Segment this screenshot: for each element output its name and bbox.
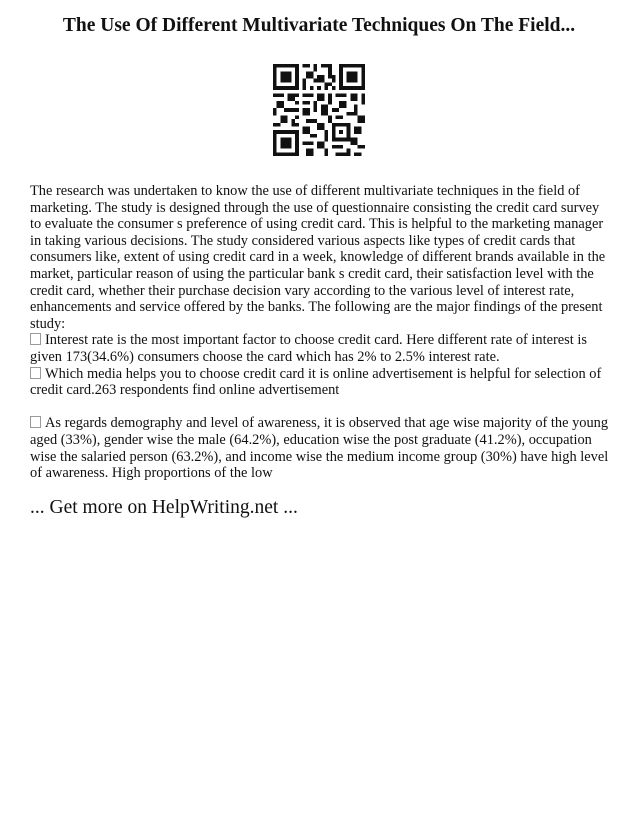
finding-item <box>30 415 614 481</box>
finding-text: Interest rate is the most important factor to choose credit card. Here different rate of interest is given 173(34.6%) consumers choose the card which has 2% to 2.5% interest rate. <box>30 332 587 365</box>
get-more-link[interactable]: ... Get more on HelpWriting.net ... <box>30 497 298 518</box>
paragraph-spacer <box>30 399 614 416</box>
document-title: The Use Of Different Multivariate Techniques On The Field... <box>62 15 576 36</box>
finding-text: Which media helps you to choose credit card it is online advertisement is helpful for selection of credit card.263 respondents find online advertisement <box>30 365 602 399</box>
bullet-icon <box>30 333 41 345</box>
intro-paragraph: The research was undertaken to know the use of different multivariate techniques in the field of marketing. The study is designed through the use of questionnaire consisting the credit card survey to evaluate the consumer s preference of using credit card. This is helpful to the marketing manager in taking various decisions. The study considered various aspects like types of credit cards that consumers like, extent of using credit card in a week, knowledge of different brands available in the market, particular reason of using the particular bank s credit card, their satisfaction level with the credit card, whether their purchase decision vary according to the various level of interest rate, enhancements and service offered by the banks. The following are the major findings of the present study: <box>30 183 606 332</box>
qr-code-graphic <box>273 64 365 156</box>
document-body <box>30 183 614 482</box>
bullet-icon <box>30 416 41 428</box>
finding-item <box>30 332 614 365</box>
bullet-icon <box>30 367 41 379</box>
qr-code-icon <box>273 64 365 156</box>
finding-text: As regards demography and level of awareness, it is observed that age wise majority of the young aged (33%), gender wise the male (64.2%), education wise the post graduate (41.2%), occupation wise the salaried person (63.2%), and income wise the medium income group (30%) have high level of awareness. High proportions of the low <box>30 415 609 482</box>
finding-item <box>30 366 614 399</box>
